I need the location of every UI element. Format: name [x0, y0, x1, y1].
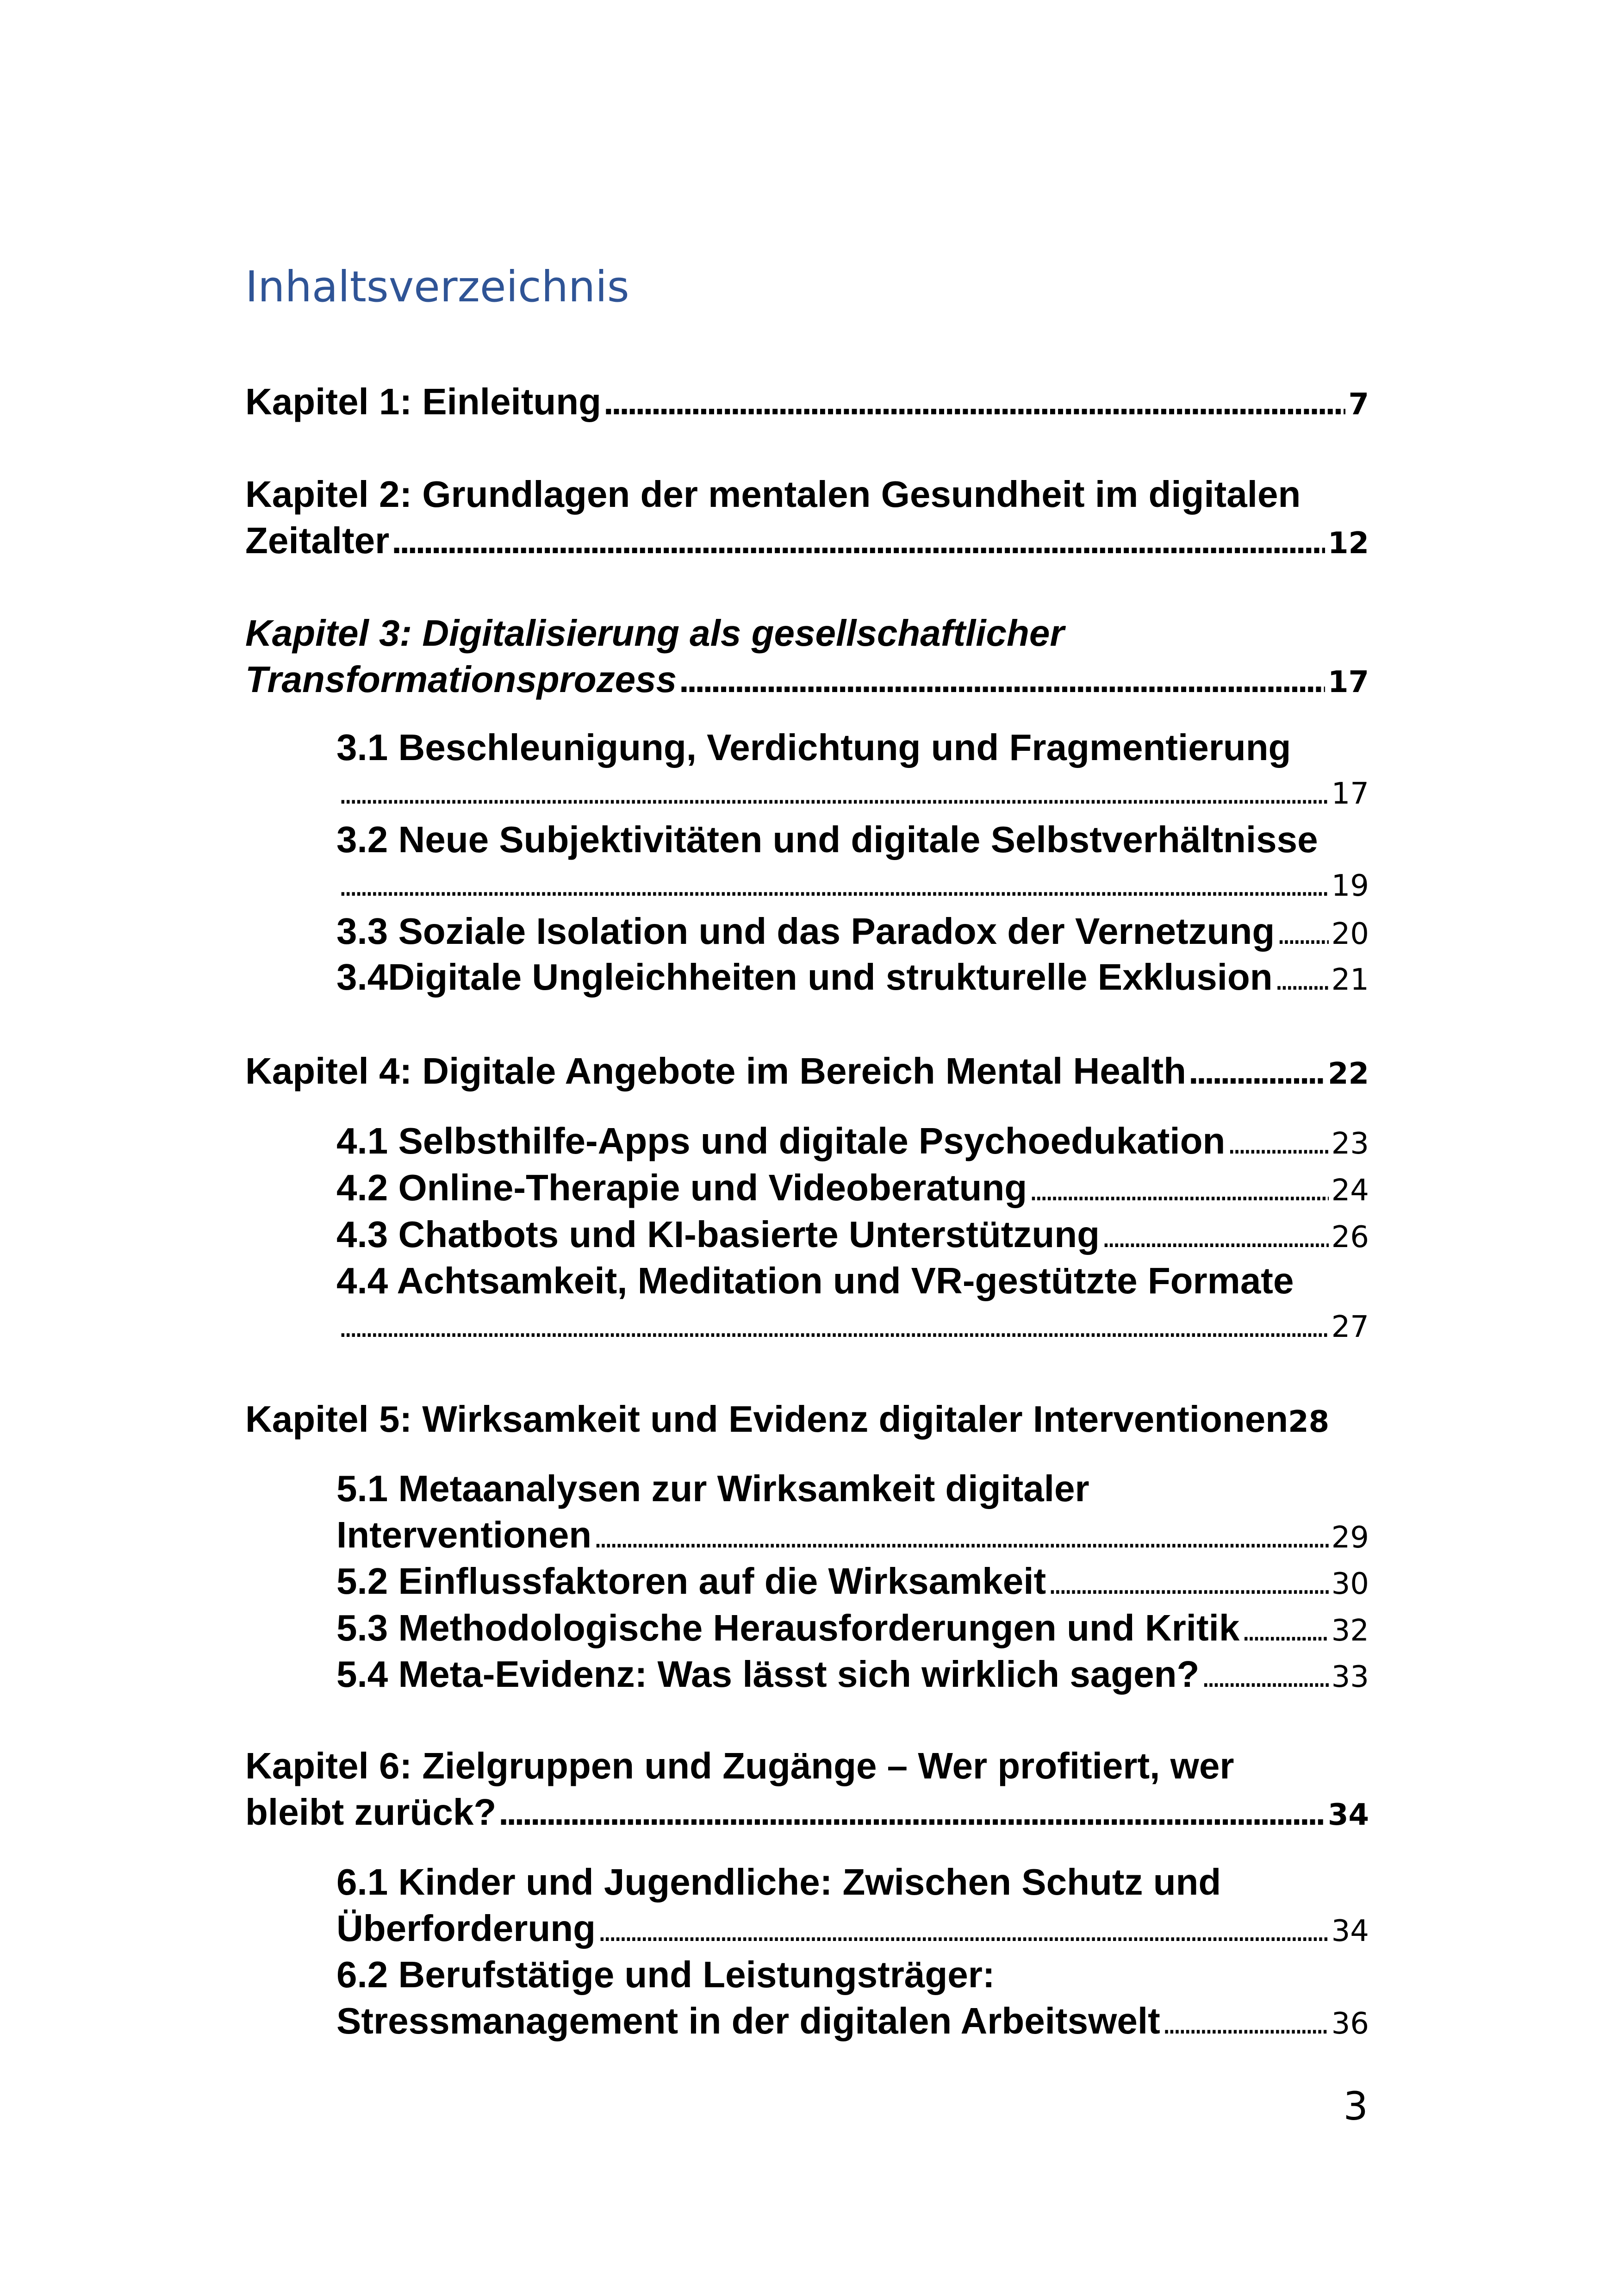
toc-page-number: 27 — [1331, 1310, 1369, 1344]
dot-leader — [593, 1515, 1328, 1561]
toc-entry-title-continued: bleibt zurück? — [245, 1791, 497, 1833]
toc-page-number: 36 — [1331, 2007, 1369, 2041]
dot-leader — [1162, 2001, 1329, 2047]
toc-page-number: 29 — [1331, 1521, 1369, 1555]
dot-leader — [1029, 1167, 1328, 1214]
toc-entry-chapter-6[interactable] — [245, 1743, 1369, 1835]
dot-leader — [1275, 957, 1329, 1003]
toc-entry-title: 6.2 Berufstätige und Leistungsträger: — [336, 1954, 995, 1995]
toc-page-number: 19 — [1331, 869, 1369, 903]
toc-page-number: 34 — [1331, 1914, 1369, 1948]
toc-entry-section-5-4[interactable] — [336, 1651, 1369, 1697]
dot-leader — [498, 1792, 1325, 1838]
toc-entry-title: 5.3 Methodologische Herausforderungen und Kritik — [336, 1607, 1240, 1648]
dot-leader — [1201, 1654, 1328, 1700]
dot-leader — [338, 771, 1329, 817]
toc-entry-title: 3.2 Neue Subjektivitäten und digitale Selbstverhältnisse — [336, 819, 1318, 860]
toc-entry-chapter-4[interactable] — [245, 1048, 1369, 1094]
toc-page-number: 33 — [1331, 1660, 1369, 1694]
dot-leader — [338, 863, 1329, 909]
toc-page-number: 32 — [1331, 1614, 1369, 1648]
toc-entry-section-4-2[interactable] — [336, 1165, 1369, 1211]
toc-entry-title: Kapitel 3: Digitalisierung als gesellschaftlicher — [245, 612, 1064, 654]
toc-page-number: 7 — [1348, 387, 1369, 422]
toc-page-number: 17 — [1331, 777, 1369, 811]
toc-page-number: 30 — [1331, 1567, 1369, 1601]
dot-leader — [1241, 1608, 1328, 1654]
toc-entry-title: 4.1 Selbsthilfe-Apps und digitale Psychoedukation — [336, 1120, 1226, 1161]
toc-entry-section-3-4[interactable] — [336, 954, 1369, 1000]
toc-entry-section-5-1[interactable] — [336, 1466, 1369, 1558]
toc-entry-chapter-5[interactable] — [245, 1396, 1369, 1442]
toc-entry-title: Kapitel 5: Wirksamkeit und Evidenz digitaler Interventionen — [245, 1398, 1288, 1440]
toc-entry-section-4-1[interactable] — [336, 1118, 1369, 1164]
toc-page-number: 21 — [1331, 963, 1369, 997]
toc-entry-title: 5.4 Meta-Evidenz: Was lässt sich wirklich sagen? — [336, 1653, 1200, 1695]
dot-leader — [1227, 1121, 1328, 1167]
toc-entry-title: 5.1 Metaanalysen zur Wirksamkeit digitaler — [336, 1468, 1089, 1509]
toc-page-number: 12 — [1327, 526, 1369, 561]
toc-entry-title: Kapitel 4: Digitale Angebote im Bereich Mental Health — [245, 1050, 1186, 1092]
toc-entry-chapter-3[interactable] — [245, 610, 1369, 703]
dot-leader — [597, 1908, 1329, 1954]
toc-entry-title: 4.4 Achtsamkeit, Meditation und VR-gestützte Formate — [336, 1260, 1294, 1301]
toc-entry-title-continued: Überforderung — [336, 1908, 596, 1949]
toc-entry-title-continued: Transformationsprozess — [245, 659, 677, 700]
dot-leader — [678, 659, 1325, 705]
dot-leader — [603, 381, 1346, 428]
toc-entry-section-3-1[interactable] — [336, 724, 1369, 817]
toc-page-number: 23 — [1331, 1127, 1369, 1161]
toc-entry-title: Kapitel 2: Grundlagen der mentalen Gesundheit im digitalen — [245, 474, 1301, 515]
page-number: 3 — [1343, 2084, 1368, 2129]
toc-entry-section-4-3[interactable] — [336, 1211, 1369, 1258]
toc-entry-section-6-1[interactable] — [336, 1859, 1369, 1952]
dot-leader — [1048, 1561, 1328, 1607]
toc-page-number: 26 — [1331, 1220, 1369, 1254]
toc-entry-section-5-2[interactable] — [336, 1558, 1369, 1604]
dot-leader — [338, 1304, 1329, 1350]
toc-page-number: 20 — [1331, 917, 1369, 951]
toc-entry-title: Kapitel 6: Zielgruppen und Zugänge – Wer profitiert, wer — [245, 1745, 1234, 1786]
toc-entry-title: 6.1 Kinder und Jugendliche: Zwischen Schutz und — [336, 1861, 1221, 1903]
dot-leader — [1188, 1051, 1325, 1097]
toc-entry-title-continued: Stressmanagement in der digitalen Arbeitswelt — [336, 2000, 1160, 2041]
toc-entry-title: 5.2 Einflussfaktoren auf die Wirksamkeit — [336, 1560, 1046, 1602]
dot-leader — [391, 520, 1325, 567]
toc-page-number: 24 — [1331, 1173, 1369, 1208]
toc-entry-section-4-4[interactable] — [336, 1258, 1369, 1350]
toc-entry-title: Kapitel 1: Einleitung — [245, 381, 601, 422]
page-title: Inhaltsverzeichnis — [245, 262, 629, 312]
toc-entry-title-continued: Zeitalter — [245, 520, 390, 561]
toc-entry-section-3-2[interactable] — [336, 817, 1369, 909]
toc-entry-section-6-2[interactable] — [336, 1952, 1369, 2044]
toc-entry-title: 4.2 Online-Therapie und Videoberatung — [336, 1167, 1027, 1208]
toc-entry-title-continued: Interventionen — [336, 1514, 592, 1555]
toc-entry-section-5-3[interactable] — [336, 1605, 1369, 1651]
dot-leader — [1276, 911, 1328, 957]
toc-page-number: 28 — [1288, 1405, 1330, 1439]
toc-page-number: 22 — [1327, 1057, 1369, 1091]
toc-entry-title: 4.3 Chatbots und KI-basierte Unterstützung — [336, 1214, 1100, 1255]
toc-entry-title: 3.1 Beschleunigung, Verdichtung und Fragmentierung — [336, 727, 1291, 768]
toc-entry-chapter-2[interactable] — [245, 471, 1369, 564]
toc-page-number: 17 — [1327, 665, 1369, 699]
toc-entry-section-3-3[interactable] — [336, 908, 1369, 955]
toc-entry-chapter-1[interactable] — [245, 379, 1369, 425]
dot-leader — [1101, 1214, 1329, 1260]
toc-entry-title: 3.3 Soziale Isolation und das Paradox der Vernetzung — [336, 911, 1275, 952]
toc-entry-title: 3.4Digitale Ungleichheiten und strukturelle Exklusion — [336, 956, 1273, 998]
toc-page-number: 34 — [1327, 1798, 1369, 1832]
